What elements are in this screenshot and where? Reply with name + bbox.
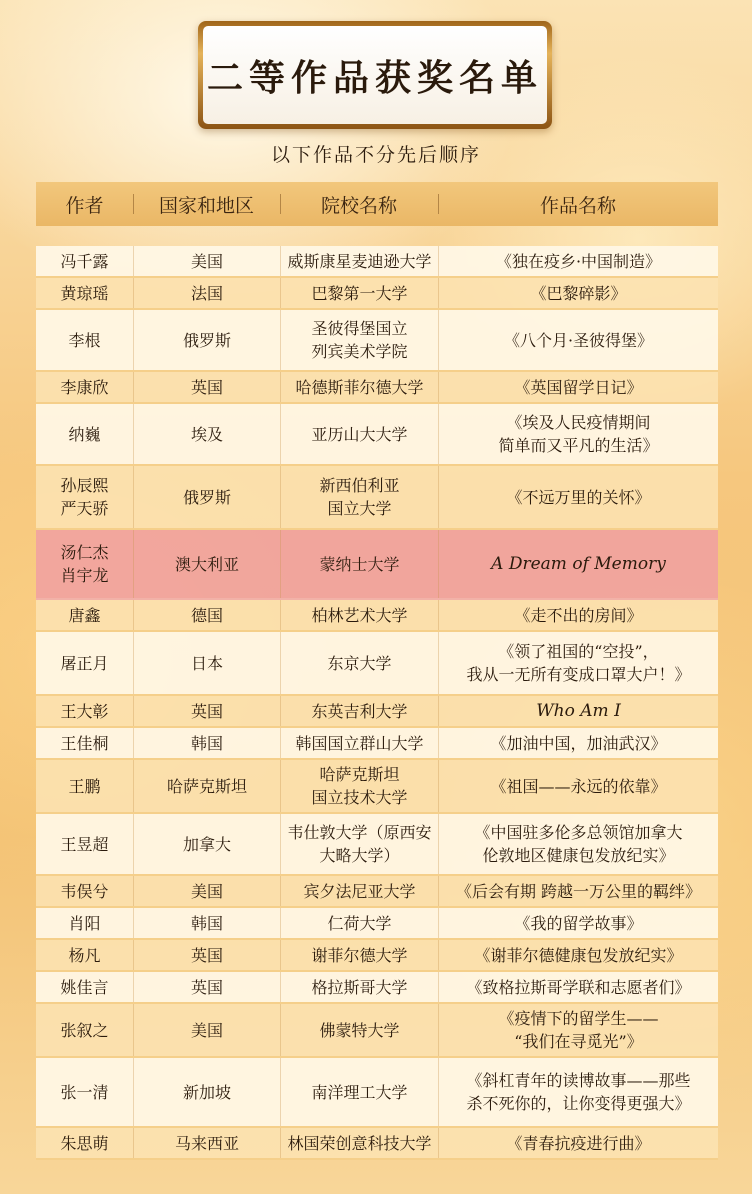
country-cell-text: 法国 xyxy=(190,283,223,303)
work-cell xyxy=(438,466,718,528)
author-cell-text: 韦俣兮 xyxy=(60,881,109,901)
work-cell xyxy=(438,372,718,402)
work-cell xyxy=(438,908,718,938)
school-cell-text: 威斯康星麦迪逊大学 xyxy=(287,251,432,271)
school-cell-text: 柏林艺术大学 xyxy=(311,605,408,625)
work-cell xyxy=(438,600,718,630)
author-cell-text: 肖阳 xyxy=(68,913,101,933)
school-cell xyxy=(280,246,438,276)
header-country: 国家和地区 xyxy=(133,182,280,226)
country-cell xyxy=(133,404,280,464)
country-cell xyxy=(133,600,280,630)
country-cell-text: 英国 xyxy=(190,701,223,721)
table-row xyxy=(36,876,718,908)
country-cell-text: 俄罗斯 xyxy=(182,487,231,507)
author-cell-text: 张一清 xyxy=(60,1082,109,1102)
subtitle: 以下作品不分先后顺序 xyxy=(270,144,481,166)
country-cell xyxy=(133,1004,280,1056)
table-row xyxy=(36,1058,718,1128)
table-body xyxy=(36,246,718,1160)
country-cell-text: 德国 xyxy=(190,605,223,625)
country-cell xyxy=(133,972,280,1002)
table-row xyxy=(36,632,718,696)
author-cell xyxy=(36,278,133,308)
author-cell-text: 屠正月 xyxy=(60,653,109,673)
work-cell-text: 《我的留学故事》 xyxy=(514,913,643,933)
work-cell-text: 《不远万里的关怀》 xyxy=(506,487,651,507)
header-school: 院校名称 xyxy=(280,182,438,226)
school-cell xyxy=(280,908,438,938)
table-row xyxy=(36,760,718,814)
author-cell-text: 孙辰熙 严天骄 xyxy=(60,476,109,518)
school-cell-text: 巴黎第一大学 xyxy=(311,283,408,303)
author-cell xyxy=(36,372,133,402)
table-row xyxy=(36,814,718,876)
school-cell xyxy=(280,632,438,694)
table-row xyxy=(36,972,718,1004)
table-row xyxy=(36,404,718,466)
school-cell xyxy=(280,1058,438,1126)
school-cell-text: 佛蒙特大学 xyxy=(319,1020,400,1040)
country-cell xyxy=(133,632,280,694)
author-cell xyxy=(36,696,133,726)
work-cell-text: 《走不出的房间》 xyxy=(514,605,643,625)
school-cell-text: 格拉斯哥大学 xyxy=(311,977,408,997)
author-cell-text: 冯千露 xyxy=(60,251,109,271)
work-cell-text: 《谢菲尔德健康包发放纪实》 xyxy=(474,945,683,965)
country-cell-text: 韩国 xyxy=(190,733,223,753)
country-cell-text: 英国 xyxy=(190,977,223,997)
author-cell-text: 唐鑫 xyxy=(68,605,101,625)
school-cell xyxy=(280,1004,438,1056)
author-cell xyxy=(36,1128,133,1158)
school-cell-text: 圣彼得堡国立 列宾美术学院 xyxy=(311,319,408,361)
school-cell xyxy=(280,876,438,906)
work-cell xyxy=(438,278,718,308)
author-cell-text: 朱思萌 xyxy=(60,1133,109,1153)
school-cell-text: 韦仕敦大学（原西安 大略大学） xyxy=(287,823,432,865)
work-cell-text: 《致格拉斯哥学联和志愿者们》 xyxy=(466,977,691,997)
country-cell xyxy=(133,814,280,874)
country-cell xyxy=(133,466,280,528)
header-spacer xyxy=(36,226,718,246)
author-cell xyxy=(36,600,133,630)
country-cell xyxy=(133,1128,280,1158)
author-cell-text: 王佳桐 xyxy=(60,733,109,753)
work-cell xyxy=(438,404,718,464)
work-cell-text: 《埃及人民疫情期间 简单而又平凡的生活》 xyxy=(498,413,659,455)
school-cell xyxy=(280,728,438,758)
work-cell-text: Who Am I xyxy=(536,700,621,721)
work-cell-text: 《独在疫乡·中国制造》 xyxy=(495,251,662,271)
country-cell-text: 美国 xyxy=(190,251,223,271)
header-work: 作品名称 xyxy=(438,182,718,226)
table-row xyxy=(36,246,718,278)
author-cell xyxy=(36,876,133,906)
author-cell-text: 纳巍 xyxy=(68,424,101,444)
author-cell xyxy=(36,530,133,598)
author-cell xyxy=(36,246,133,276)
country-cell xyxy=(133,310,280,370)
country-cell-text: 哈萨克斯坦 xyxy=(166,776,247,796)
title-frame xyxy=(198,21,552,129)
work-cell-text: A Dream of Memory xyxy=(491,553,666,574)
title-panel xyxy=(203,26,547,124)
table-row xyxy=(36,728,718,760)
school-cell-text: 哈德斯菲尔德大学 xyxy=(295,377,424,397)
school-cell-text: 林国荣创意科技大学 xyxy=(287,1133,432,1153)
header-author: 作者 xyxy=(65,194,104,217)
country-cell xyxy=(133,278,280,308)
country-cell-text: 新加坡 xyxy=(182,1082,231,1102)
school-cell xyxy=(280,404,438,464)
country-cell xyxy=(133,728,280,758)
author-cell xyxy=(36,404,133,464)
country-cell xyxy=(133,530,280,598)
table-row xyxy=(36,1128,718,1160)
country-cell-text: 埃及 xyxy=(190,424,223,444)
school-cell xyxy=(280,310,438,370)
country-cell-text: 澳大利亚 xyxy=(174,554,239,574)
school-cell-text: 谢菲尔德大学 xyxy=(311,945,408,965)
school-cell-text: 蒙纳士大学 xyxy=(319,554,400,574)
country-cell xyxy=(133,908,280,938)
country-cell-text: 英国 xyxy=(190,945,223,965)
school-cell xyxy=(280,972,438,1002)
author-cell-text: 杨凡 xyxy=(68,945,101,965)
school-cell xyxy=(280,530,438,598)
country-cell-text: 日本 xyxy=(190,653,223,673)
work-cell xyxy=(438,1004,718,1056)
author-cell-text: 张叙之 xyxy=(60,1020,109,1040)
table-row xyxy=(36,600,718,632)
work-cell xyxy=(438,760,718,812)
country-cell-text: 美国 xyxy=(190,881,223,901)
work-cell-text: 《巴黎碎影》 xyxy=(530,283,627,303)
author-cell-text: 王大彰 xyxy=(60,701,109,721)
work-cell xyxy=(438,696,718,726)
work-cell-text: 《后会有期 跨越一万公里的羁绊》 xyxy=(455,881,702,901)
table-row xyxy=(36,466,718,530)
table-header xyxy=(36,182,718,226)
school-cell xyxy=(280,814,438,874)
author-cell xyxy=(36,466,133,528)
work-cell xyxy=(438,1058,718,1126)
work-cell-text: 《八个月·圣彼得堡》 xyxy=(503,330,654,350)
table-row xyxy=(36,940,718,972)
work-cell xyxy=(438,310,718,370)
country-cell xyxy=(133,760,280,812)
table-row xyxy=(36,372,718,404)
school-cell xyxy=(280,696,438,726)
school-cell-text: 南洋理工大学 xyxy=(311,1082,408,1102)
table-row xyxy=(36,310,718,372)
work-cell-text: 《中国驻多伦多总领馆加拿大 伦敦地区健康包发放纪实》 xyxy=(474,823,683,865)
country-cell xyxy=(133,696,280,726)
work-cell xyxy=(438,876,718,906)
school-cell-text: 宾夕法尼亚大学 xyxy=(303,881,416,901)
author-cell-text: 王鹏 xyxy=(68,776,101,796)
country-cell-text: 俄罗斯 xyxy=(182,330,231,350)
author-cell-text: 李康欣 xyxy=(60,377,109,397)
work-cell-text: 《领了祖国的“空投”， 我从一无所有变成口罩大户！》 xyxy=(466,642,691,684)
work-cell xyxy=(438,632,718,694)
country-cell-text: 加拿大 xyxy=(182,834,231,854)
author-cell xyxy=(36,310,133,370)
country-cell-text: 马来西亚 xyxy=(174,1133,239,1153)
author-cell xyxy=(36,728,133,758)
work-cell xyxy=(438,1128,718,1158)
author-cell xyxy=(36,760,133,812)
country-cell xyxy=(133,876,280,906)
school-cell xyxy=(280,372,438,402)
school-cell-text: 韩国国立群山大学 xyxy=(295,733,424,753)
work-cell-text: 《斜杠青年的读博故事——那些 杀不死你的，让你变得更强大》 xyxy=(466,1071,691,1113)
award-table xyxy=(36,182,718,1160)
author-cell xyxy=(36,1004,133,1056)
page-title: 二等作品获奖名单 xyxy=(206,56,543,99)
author-cell xyxy=(36,972,133,1002)
work-cell xyxy=(438,972,718,1002)
author-cell-text: 姚佳言 xyxy=(60,977,109,997)
author-cell xyxy=(36,814,133,874)
author-cell-text: 汤仁杰 肖宇龙 xyxy=(60,543,109,585)
school-cell xyxy=(280,466,438,528)
country-cell xyxy=(133,372,280,402)
author-cell xyxy=(36,1058,133,1126)
school-cell-text: 仁荷大学 xyxy=(327,913,392,933)
author-cell-text: 李根 xyxy=(68,330,101,350)
work-cell xyxy=(438,814,718,874)
table-row xyxy=(36,1004,718,1058)
country-cell-text: 韩国 xyxy=(190,913,223,933)
school-cell-text: 亚历山大大学 xyxy=(311,424,408,444)
author-cell xyxy=(36,908,133,938)
table-row xyxy=(36,908,718,940)
school-cell xyxy=(280,278,438,308)
work-cell-text: 《青春抗疫进行曲》 xyxy=(506,1133,651,1153)
country-cell-text: 英国 xyxy=(190,377,223,397)
school-cell-text: 新西伯利亚 国立大学 xyxy=(319,476,400,518)
country-cell xyxy=(133,940,280,970)
school-cell xyxy=(280,940,438,970)
work-cell xyxy=(438,728,718,758)
work-cell-text: 《英国留学日记》 xyxy=(514,377,643,397)
work-cell xyxy=(438,530,718,598)
author-cell-text: 王昱超 xyxy=(60,834,109,854)
work-cell-text: 《疫情下的留学生—— “我们在寻觅光”》 xyxy=(498,1009,659,1051)
table-row xyxy=(36,530,718,600)
table-row xyxy=(36,278,718,310)
work-cell-text: 《祖国——永远的依靠》 xyxy=(490,776,667,796)
work-cell xyxy=(438,940,718,970)
author-cell-text: 黄琼瑶 xyxy=(60,283,109,303)
school-cell xyxy=(280,1128,438,1158)
author-cell xyxy=(36,632,133,694)
school-cell xyxy=(280,600,438,630)
table-row xyxy=(36,696,718,728)
country-cell xyxy=(133,1058,280,1126)
country-cell-text: 美国 xyxy=(190,1020,223,1040)
work-cell-text: 《加油中国，加油武汉》 xyxy=(490,733,667,753)
work-cell xyxy=(438,246,718,276)
author-cell xyxy=(36,940,133,970)
school-cell-text: 哈萨克斯坦 国立技术大学 xyxy=(311,765,408,807)
school-cell-text: 东京大学 xyxy=(327,653,392,673)
school-cell xyxy=(280,760,438,812)
school-cell-text: 东英吉利大学 xyxy=(311,701,408,721)
country-cell xyxy=(133,246,280,276)
